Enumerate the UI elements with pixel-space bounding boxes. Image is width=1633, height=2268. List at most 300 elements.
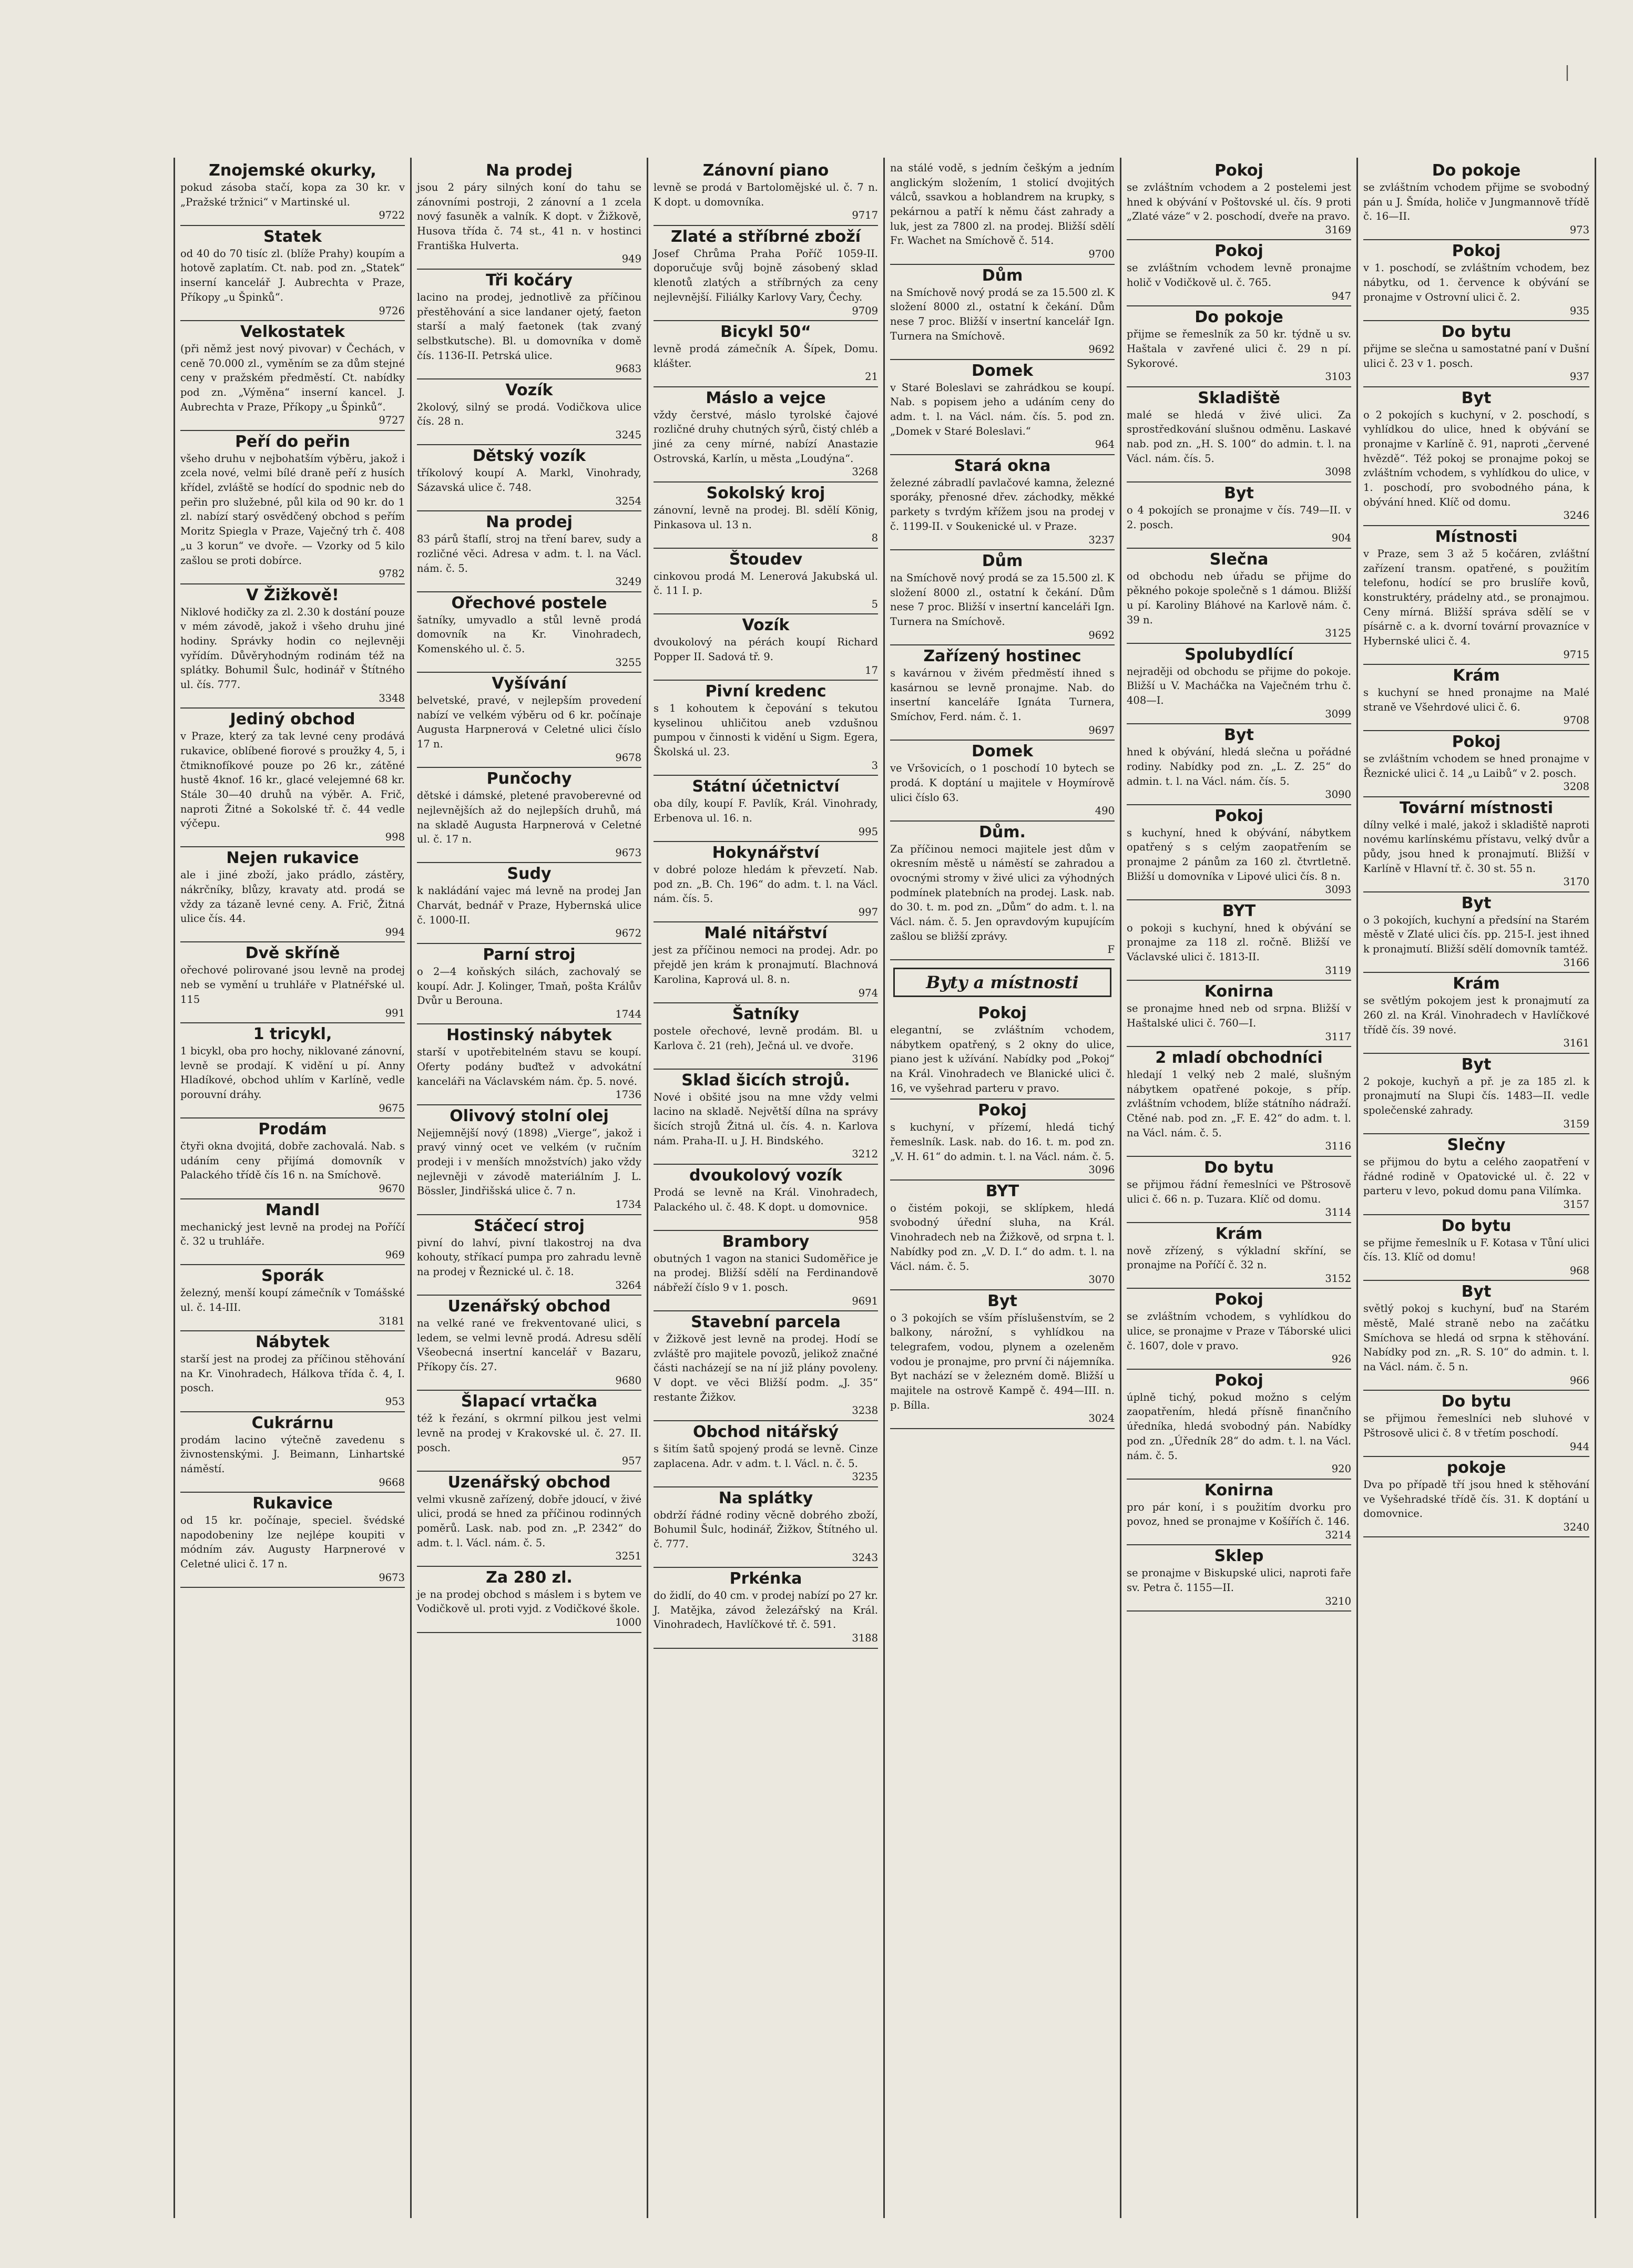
ad-body: hned k obývání, hledá slečna u pořádné rodiny. Nabídky pod zn. „L. Z. 25“ do admin. t. l. na Václ. nám. čís. 5. — [1127, 746, 1351, 787]
ad-body: se přijmou řádní řemeslníci ve Pštrosově ulici č. 66 n. p. Tuzara. Klíč od domu. — [1127, 1178, 1351, 1205]
ad-body: v Praze, sem 3 až 5 kočáren, zvláštní zařízení transm. opatřené, s použitím telefonu, hodící se pro bruslíře kovů, konstruktéry, prádelny atd., se pronajmou. Ceny mírná. Bližší správa sdělí se v písárně c. a k. dvorní tovární provazníce v Hybernské ulici č. 4. — [1363, 547, 1589, 647]
classified-ad — [890, 550, 1115, 645]
ad-body: dvoukolový na pérách koupí Richard Popper II. Sadová tř. 9. — [654, 636, 878, 663]
classified-ad — [654, 1487, 878, 1568]
ad-number: 937 — [1569, 371, 1589, 383]
classified-ad — [654, 1231, 878, 1311]
classified-ad — [1127, 549, 1351, 644]
ad-body: se přijmou do bytu a celého zaopatření v řádné rodině v Opatovické ul. č. 22 v parteru v levo, pokud domu pana Vilímka. — [1363, 1156, 1589, 1197]
ad-number: 3212 — [852, 1148, 878, 1161]
ad-title: Parní stroj — [483, 945, 576, 964]
ad-number: 3024 — [1088, 1412, 1115, 1425]
ad-title: Pokoj — [978, 1101, 1027, 1120]
classified-ad — [417, 160, 641, 270]
ad-title: Sklad šicích strojů. — [681, 1071, 850, 1090]
classified-ad — [417, 1472, 641, 1567]
ad-body: do židlí, do 40 cm. v prodej nabízí po 27 kr. J. Matějka, závod železářský na Král. Vinohradech, Havlíčkové tř. č. 591. — [654, 1589, 878, 1631]
classified-ad — [417, 944, 641, 1024]
ad-title: Vozík — [505, 381, 553, 399]
ad-title: Krám — [1453, 974, 1500, 993]
ad-body: 2kolový, silný se prodá. Vodičkova ulice čís. 28 n. — [417, 401, 641, 428]
ad-title: Statek — [263, 227, 322, 246]
ad-body: se zvláštním vchodem levně pronajme holič v Vodičkově ul. č. 765. — [1127, 262, 1351, 289]
ad-title: Stará okna — [954, 456, 1051, 475]
ad-title: Prkénka — [729, 1569, 802, 1588]
classified-ad — [890, 160, 1115, 265]
classified-ad — [1127, 1480, 1351, 1546]
ad-body: hledají 1 velký neb 2 malé, slušným nábytkem opatřené pokoje, s příp. zvláštním vchodem, blíže státního nádraží. Ctěné nab. pod zn. „F. E. 42“ do adm. t. l. na Václ. nám. č. 5. — [1127, 1068, 1351, 1139]
ad-number: 9668 — [379, 1476, 405, 1489]
ad-title: Hokynářství — [712, 844, 820, 863]
ad-body: světlý pokoj s kuchyní, buď na Starém městě, Malé straně nebo na začátku Smíchova se hledá od srpna k stěhování. Nabídky pod zn. „R. S. 10“ do admin. t. l. na Václ. nám. č. 5 n. — [1363, 1302, 1589, 1373]
ad-body: obutných 1 vagon na stanici Sudoměřice je na prodej. Bližší sdělí na Ferdinandově nábřeží číslo 9 v 1. posch. — [654, 1252, 878, 1294]
ad-body: se zvláštním vchodem a 2 postelemi jest hned k obývání v Poštovské ul. čís. 9 proti „Zlaté váze“ v 2. poschodí, dveře na pravo. — [1127, 181, 1351, 223]
ad-body: čtyři okna dvojitá, dobře zachovalá. Nab. s udáním ceny přijímá domovník v Palackého třídě čís 16 n. na Smíchově. — [180, 1140, 405, 1182]
ad-title: Krám — [1215, 1224, 1263, 1243]
ad-body: jsou 2 páry silných koní do tahu se zánovními postroji, 2 zánovní a 1 zcela nový fasuněk a valník. K dopt. v Žižkově, Husova třída č. 74 st., 41 n. v hostinci Františka Hulverta. — [417, 181, 641, 252]
ad-title: Znojemské okurky, — [209, 161, 376, 180]
classified-ad — [890, 455, 1115, 550]
ad-number: 3235 — [852, 1471, 878, 1483]
classified-ad — [1363, 797, 1589, 892]
classified-ad — [180, 226, 405, 321]
classified-ad — [1127, 483, 1351, 549]
ad-number: 3170 — [1563, 876, 1589, 888]
ad-title: Na prodej — [486, 161, 573, 180]
ad-body: Nové i obšité jsou na mne vždy velmi lacino na skladě. Největší dílna na správy šicích strojů Žitná ul. čís. 4. n. Karlova nám. Praha-II. u J. H. Bindského. — [654, 1091, 878, 1147]
ad-body: nejraději od obchodu se přijme do pokoje. Bližší u V. Macháčka na Vaječném trhu č. 408—I. — [1127, 665, 1351, 707]
ad-title: Pokoj — [1214, 1290, 1263, 1309]
ad-number: 9782 — [379, 568, 405, 580]
ad-number: 9675 — [379, 1102, 405, 1114]
ad-title: Spolubydlící — [1185, 645, 1293, 664]
ad-title: Do pokoje — [1432, 161, 1521, 180]
ad-number: 3166 — [1563, 956, 1589, 969]
ad-body: v 1. poschodí, se zvláštním vchodem, bez nábytku, od 1. července k obývání se pronajme v Ostrovní ulici č. 2. — [1363, 262, 1589, 303]
classified-ad — [1127, 240, 1351, 306]
ad-number: 3255 — [615, 656, 641, 669]
classified-ad — [890, 1290, 1115, 1429]
ad-body: v dobré poloze hledám k převzetí. Nab. pod zn. „B. Ch. 196“ do adm. t. l. na Václ. nám. čís. 5. — [654, 864, 878, 905]
classified-ad — [1127, 1157, 1351, 1223]
classified-ad — [1363, 1134, 1589, 1215]
ad-body: ořechové polirované jsou levně na prodej neb se vymění u truhláře v Platnéřské ul. 115 — [180, 964, 405, 1005]
classified-ad — [417, 673, 641, 768]
ad-title: Hostinský nábytek — [446, 1026, 612, 1045]
ad-body: se zvláštním vchodem přijme se svobodný pán u J. Šmída, holiče v Jungmannově třídě č. 16—II. — [1363, 181, 1589, 223]
ad-body: postele ořechové, levně prodám. Bl. u Karlova č. 21 (reh), Ječná ul. ve dvoře. — [654, 1024, 878, 1052]
ad-number: 3238 — [852, 1404, 878, 1417]
ad-title: Slečny — [1447, 1136, 1506, 1155]
classified-ad — [654, 1421, 878, 1487]
ad-number: 17 — [865, 664, 878, 676]
ad-number: 3196 — [852, 1053, 878, 1065]
ad-number: 9697 — [1088, 724, 1115, 736]
ad-title: pokoje — [1446, 1458, 1506, 1477]
ad-title: Brambory — [722, 1232, 810, 1251]
classified-ad — [180, 1493, 405, 1588]
classified-ad — [180, 1265, 405, 1331]
ad-body: levně se prodá v Bartolomějské ul. č. 7 n. K dopt. u domovníka. — [654, 181, 878, 208]
classified-ad — [1363, 665, 1589, 731]
ad-body: o 3 pokojích, kuchyní a předsíní na Starém městě v Zlaté ulici čís. pp. 215-I. jest ihned k pronajmutí. Bližší sdělí domovník tamtéž. — [1363, 914, 1589, 956]
classified-ad — [890, 741, 1115, 821]
ad-title: Sporák — [261, 1267, 324, 1286]
classified-ad — [1363, 731, 1589, 797]
ad-body: oba díly, koupí F. Pavlík, Král. Vinohrady, Erbenova ul. 16. n. — [654, 797, 878, 824]
classified-ad — [654, 922, 878, 1003]
ad-body: v Staré Boleslavi se zahrádkou se koupí. Nab. s popisem jeho a udáním ceny do adm. t. l. na Václ. nám. čís. 5. pod zn. „Domek v Staré Boleslavi.“ — [890, 381, 1115, 437]
ad-title: Sokolský kroj — [706, 484, 825, 502]
ad-title: Stáčecí stroj — [474, 1216, 585, 1235]
classified-ad — [180, 847, 405, 942]
ad-number: 9673 — [615, 846, 641, 859]
ad-body: od 40 do 70 tisíc zl. (blíže Prahy) koupím a hotově zaplatím. Ct. nab. pod zn. „Statek“ inserní kancelář J. Aubrechta v Praze, Příkopy „u Špinků“. — [180, 247, 405, 303]
classified-ad — [1363, 1215, 1589, 1281]
ad-title: Velkostatek — [240, 322, 345, 341]
classified-ad — [654, 549, 878, 615]
ad-number: 957 — [621, 1455, 641, 1467]
classified-ad — [1127, 724, 1351, 805]
ad-title: Tovární místnosti — [1400, 798, 1553, 817]
classified-ad — [417, 1296, 641, 1391]
ad-title: Do pokoje — [1195, 308, 1283, 327]
ad-body: cinkovou prodá M. Lenerová Jakubská ul. č. 11 I. p. — [654, 570, 878, 597]
ad-title: Krám — [1453, 666, 1500, 685]
ad-title: Rukavice — [252, 1494, 333, 1513]
classified-ad — [890, 1002, 1115, 1100]
classified-ad — [890, 360, 1115, 455]
ad-title: Šlapací vrtačka — [461, 1392, 598, 1411]
classified-ad — [890, 645, 1115, 741]
ad-body: Josef Chrůma Praha Poříč 1059-II. doporučuje svůj bojně zásobený sklad klenotů zlatých a stříbrných za ceny nejlevnější. Filiálky Karlovy Vary, Čechy. — [654, 247, 878, 303]
ad-title: Byt — [1224, 484, 1254, 502]
ad-body: o čistém pokoji, se sklípkem, hledá svobodný úřední sluha, na Král. Vinohradech neb na Žižkově, od srpna t. l. Nabídky pod zn. „V. D. I.“ do adm. t. l. na Václ. nám. č. 5. — [890, 1202, 1115, 1272]
ad-body: na stálé vodě, s jedním češkým a jedním anglickým složením, 1 stolicí dvojitých válců, ssavkou a hoblandrem na krupky, s pekárnou a patří k němu část zahrady a luk, jest za 7800 zl. na prodej. Bližší sdělí Fr. Wachet na Smíchově č. 514. — [890, 162, 1115, 247]
ad-number: 964 — [1095, 438, 1115, 451]
ad-number: 8 — [871, 532, 878, 545]
ad-title: Konirna — [1204, 982, 1274, 1001]
column-3 — [648, 158, 885, 2218]
ad-number: 3188 — [852, 1632, 878, 1645]
ad-number: 997 — [858, 906, 878, 919]
ad-title: Zařízený hostinec — [923, 647, 1081, 666]
ad-body: s šitím šatů spojený prodá se levně. Cinze zaplacena. Adr. v adm. t. l. Václ. n. č. 5. — [654, 1442, 878, 1470]
ad-title: BYT — [1222, 901, 1256, 920]
page-mark: | — [1564, 63, 1570, 81]
ad-title: Olivový stolní olej — [450, 1106, 609, 1125]
classified-ad — [180, 709, 405, 847]
ad-number: 3246 — [1563, 509, 1589, 522]
ad-number: 3264 — [615, 1279, 641, 1291]
classified-ad — [417, 1105, 641, 1215]
classified-ad — [417, 1024, 641, 1105]
ad-title: Dům — [982, 551, 1023, 570]
ad-body: o 2—4 koňských silách, zachovalý se koupí. Adr. J. Kolinger, Tmaň, pošta Králův Dvůr u Berouna. — [417, 965, 641, 1007]
ad-body: obdrží řádné rodiny věcně dobrého zboží, Bohumil Šulc, hodinář, Žižkov, Štítného ul. č. 777. — [654, 1508, 878, 1551]
ad-body: s kuchyní se hned pronajme na Malé straně ve Všehrdové ulici č. 6. — [1363, 686, 1589, 713]
ad-number: 3249 — [615, 576, 641, 588]
ad-title: Zánovní piano — [702, 161, 829, 180]
classified-ad — [417, 511, 641, 592]
classified-ad — [417, 1391, 641, 1471]
classified-ad — [1363, 1391, 1589, 1457]
ad-title: Vyšívání — [492, 674, 567, 693]
ad-number: 920 — [1331, 1463, 1351, 1475]
ad-number: 9683 — [615, 363, 641, 375]
ad-body: na Smíchově nový prodá se za 15.500 zl. K složení 8000 zl., ostatní k čekání. Dům nese 7 proc. Bližší v insertní kanceláři Ign. Turnera na Smíchově. — [890, 571, 1115, 628]
ad-title: Do bytu — [1441, 1392, 1512, 1411]
ad-body: prodám lacino výtečně zavedenu s živnostenskými. J. Beimann, Linhartské náměstí. — [180, 1433, 405, 1475]
ad-number: 3096 — [1088, 1164, 1115, 1176]
ad-title: Obchod nitářský — [692, 1422, 839, 1441]
classified-ad — [1363, 321, 1589, 387]
ad-title: Byt — [987, 1291, 1017, 1310]
ad-body: ale i jiné zboží, jako prádlo, zástěry, nákrčníky, blůzy, kravaty atd. prodá se vždy za tázaně levné ceny. A. Frič, Žitná ulice čís. 44. — [180, 869, 405, 925]
ad-title: Domek — [971, 742, 1034, 761]
classified-ad — [417, 592, 641, 673]
ad-body: je na prodej obchod s máslem i s bytem ve Vodičkově ul. proti vyjd. z Vodičkové škole. — [417, 1588, 641, 1615]
classified-ad — [890, 1100, 1115, 1180]
ad-number: 3268 — [852, 466, 878, 478]
ad-title: Bicykl 50“ — [720, 322, 811, 341]
ad-body: dílny velké i malé, jakož i skladiště naproti novému karlínskému přístavu, velký dvůr a půdy, jsou hned k pronajmutí. Bližší v Karlíně v Hlavní tř. č. 30 st. 55 n. — [1363, 818, 1589, 875]
ad-number: 3070 — [1088, 1274, 1115, 1286]
ad-number: 9673 — [379, 1571, 405, 1584]
ad-body: s 1 kohoutem k čepování s tekutou kyselinou uhličitou aneb vzdušnou pumpou v činnosti k vidění u Sigm. Egera, Školská ul. 23. — [654, 702, 878, 758]
classified-ad — [654, 1070, 878, 1165]
ad-number: 3208 — [1563, 781, 1589, 793]
classified-ad — [1127, 387, 1351, 483]
ad-title: Nábytek — [255, 1333, 330, 1352]
ad-body: nově zřízený, s výkladní skříní, se pronajme na Poříčí č. 32 n. — [1127, 1244, 1351, 1271]
classified-ad — [1363, 160, 1589, 240]
ad-number: 998 — [385, 830, 405, 843]
ad-number: 947 — [1331, 290, 1351, 302]
classified-ad — [1363, 1054, 1589, 1134]
ad-title: Dětský vozík — [472, 447, 586, 466]
section-banner: Byty a místnosti — [893, 968, 1111, 997]
ad-title: Byt — [1461, 1055, 1492, 1074]
ad-title: V Žižkově! — [246, 586, 339, 604]
ad-number: 3159 — [1563, 1117, 1589, 1130]
column-1 — [175, 158, 412, 2218]
classified-ad — [654, 776, 878, 842]
ad-title: Byt — [1461, 894, 1492, 912]
ad-number: 3243 — [852, 1551, 878, 1564]
ad-title: Za 280 zl. — [486, 1568, 573, 1587]
ad-title: Pokoj — [1214, 1371, 1263, 1390]
ad-title: Na splátky — [718, 1489, 813, 1507]
ad-number: 3090 — [1325, 788, 1351, 801]
classified-ad — [417, 863, 641, 943]
ad-number: 3125 — [1325, 627, 1351, 640]
ad-title: Sklep — [1214, 1547, 1264, 1566]
ad-body: 83 párů štaflí, stroj na tření barev, sudy a rozličné věci. Adresa v adm. t. l. na Václ. nám. č. 5. — [417, 533, 641, 574]
classified-ad — [180, 1199, 405, 1266]
ad-title: Domek — [971, 361, 1034, 380]
ad-number: 9717 — [852, 209, 878, 222]
ad-body: se přijmou řemeslníci neb sluhové v Pštrosově ulici č. 8 v třetím poschodí. — [1363, 1412, 1589, 1439]
ad-number: 9670 — [379, 1183, 405, 1195]
column-6 — [1358, 158, 1595, 2218]
column-2 — [412, 158, 648, 2218]
ad-number: 991 — [385, 1007, 405, 1019]
ad-title: Státní účetnictví — [692, 777, 840, 796]
ad-body: elegantní, se zvláštním vchodem, nábytkem opatřený, s 2 okny do ulice, piano jest k užívání. Nabídky pod „Pokoj“ na Král. Vinohradech ve Blanické ulici č. 16, ve vyšehrad parteru v pravo. — [890, 1023, 1115, 1094]
ad-number: 968 — [1569, 1264, 1589, 1277]
ad-number: 3098 — [1325, 466, 1351, 478]
ad-title: Zlaté a stříbrné zboží — [670, 227, 861, 246]
classified-ad — [417, 1215, 641, 1296]
ad-number: 3210 — [1325, 1595, 1351, 1607]
ad-body: přijme se řemeslník za 50 kr. týdně u sv. Haštala v zavřené ulici č. 29 n pí. Sykorové. — [1127, 328, 1351, 370]
ad-body: (při němž jest nový pivovar) v Čechách, v ceně 70.000 zl., vyměním se za dům stejné ceny v pražském předměstí. Ct. nabídky pod zn. „Výměna“ inserní kancel. J. Aubrechta v Praze, Příkopy „u Špinků“. — [180, 342, 405, 413]
ad-title: Na prodej — [486, 513, 573, 532]
ad-body: se pronajme v Biskupské ulici, naproti faře sv. Petra č. 1155—II. — [1127, 1567, 1351, 1594]
ad-number: 995 — [858, 825, 878, 838]
ad-number: 3348 — [379, 692, 405, 704]
classified-ad — [890, 1181, 1115, 1290]
ad-body: pivní do lahví, pivní tlakostroj na dva kohouty, stříkací pumpa pro zahradu levně na prodej v Řeznické ul. č. 18. — [417, 1236, 641, 1278]
classified-ad — [890, 265, 1115, 360]
classified-ad — [1127, 160, 1351, 240]
ad-number: 974 — [858, 987, 878, 999]
ad-body: 2 pokoje, kuchyň a př. je za 185 zl. k pronajmutí na Slupi čís. 1483—II. vedle společenské zahrady. — [1363, 1075, 1589, 1117]
classified-ad — [417, 768, 641, 863]
column-5 — [1121, 158, 1358, 2218]
ad-title: Dvě skříně — [245, 944, 340, 963]
ad-number: 1736 — [615, 1089, 641, 1101]
ad-number: 3 — [871, 759, 878, 772]
ad-number: 926 — [1331, 1353, 1351, 1366]
ad-body: Nejjemnější nový (1898) „Vierge“, jakož i pravý vinný ocet ve velkém (v ručním prodeji i v menších množstvích) jako vždy nejlevněji v závodě materiálním J. L. Bössler, Jindřišská ulice č. 7 n. — [417, 1126, 641, 1197]
ad-title: Pokoj — [1214, 242, 1263, 261]
ad-title: Slečna — [1209, 550, 1269, 569]
ad-number: 9692 — [1088, 629, 1115, 641]
ad-title: Jediný obchod — [230, 710, 355, 729]
ad-body: se pronajme hned neb od srpna. Bližší v Haštalské ulici č. 760—I. — [1127, 1002, 1351, 1029]
ad-title: Uzenářský obchod — [447, 1473, 611, 1492]
ad-number: 3093 — [1325, 884, 1351, 896]
ad-title: Do bytu — [1441, 1216, 1512, 1235]
classified-ad — [180, 1331, 405, 1412]
ad-body: železný, menší koupí zámečník v Tomášské ul. č. 14-III. — [180, 1287, 405, 1313]
classified-ad — [654, 842, 878, 922]
classified-ad — [1363, 973, 1589, 1053]
ad-number: 966 — [1569, 1374, 1589, 1387]
ad-number: 973 — [1569, 224, 1589, 237]
classified-ad — [180, 942, 405, 1023]
column-4 — [885, 158, 1121, 2218]
ad-number: 3119 — [1325, 964, 1351, 977]
classified-ad — [1127, 1545, 1351, 1612]
ad-number: 9708 — [1563, 714, 1589, 727]
ad-title: Pokoj — [1214, 806, 1263, 825]
ad-body: o 3 pokojích se vším příslušenstvím, se 2 balkony, nárožní, s vyhlídkou na telegrafem, vodou, plynem a ozeleněm vodou je pronajme, pro první či nájemníka. Byt nachází se v železném domě. Bližší u majitele na ostrově Kampě č. 494—III. n. p. Bílla. — [890, 1311, 1115, 1411]
ad-title: Punčochy — [486, 769, 572, 788]
classified-ad — [654, 1311, 878, 1421]
ad-body: mechanický jest levně na prodej na Poříčí č. 32 u truhláře. — [180, 1220, 405, 1248]
ad-number: 958 — [858, 1214, 878, 1227]
ad-body: šatníky, umyvadlo a stůl levně prodá domovník na Kr. Vinohradech, Komenského ul. č. 5. — [417, 613, 641, 655]
ad-body: Dva po případě tří jsou hned k stěhování ve Vyšehradské třídě čís. 31. K doptání u domovnice. — [1363, 1478, 1589, 1520]
classified-ad — [654, 681, 878, 776]
ad-title: Dům — [982, 266, 1023, 285]
ad-body: se přijme řemeslník u F. Kotasa v Tůní ulici čís. 13. Klíč od domu! — [1363, 1236, 1589, 1264]
ad-title: Peří do peřin — [235, 432, 350, 451]
ad-body: od obchodu neb úřadu se přijme do pěkného pokoje společně s 1 dámou. Bližší u pí. Karoliny Bláhové na Karlově nám. č. 39 n. — [1127, 570, 1351, 626]
classified-ad — [417, 445, 641, 511]
ad-title: Dům. — [979, 823, 1026, 841]
ad-title: Nejen rukavice — [226, 849, 359, 868]
classified-ad — [1363, 387, 1589, 526]
ad-title: Do bytu — [1204, 1158, 1274, 1177]
ad-number: 3117 — [1325, 1030, 1351, 1043]
classified-ad — [1363, 526, 1589, 665]
classified-ad — [654, 387, 878, 483]
ad-body: Za příčinou nemoci majitele jest dům v okresním městě u náměstí se zahradou a ovocnými stromy v živé ulici za výhodných podmínek platebních na prodej. Lask. nab. do 30. t. m. pod zn. „Dům“ do adm. t. l. na Václ. nám. č. 5. Jen opravdovým kupujícím zašlou se bližší zprávy. — [890, 843, 1115, 942]
ad-number: 9678 — [615, 751, 641, 764]
classified-ad — [1127, 981, 1351, 1047]
ad-number: 9672 — [615, 927, 641, 940]
ad-number: 1734 — [615, 1198, 641, 1211]
ad-title: Tři kočáry — [486, 271, 573, 290]
ad-number: 3251 — [615, 1550, 641, 1563]
ad-title: Do bytu — [1441, 322, 1512, 341]
ad-number: 3161 — [1563, 1037, 1589, 1050]
ad-number: 904 — [1331, 532, 1351, 545]
ad-number: 9726 — [379, 304, 405, 317]
classified-ad — [654, 321, 878, 387]
ad-number: 9715 — [1563, 648, 1589, 661]
ad-body: starší jest na prodej za příčinou stěhování na Kr. Vinohradech, Hálkova třída č. 4, I. posch. — [180, 1353, 405, 1394]
classified-ad — [180, 1118, 405, 1199]
ad-title: Konirna — [1204, 1481, 1274, 1500]
ad-number: 21 — [865, 371, 878, 383]
classified-ad — [890, 822, 1115, 960]
ad-body: Niklové hodičky za zl. 2.30 k dostání pouze v mém závodě, jakož i všeho druhu jiné hodiny. Správky hodin co nejlevněji vyřídím. Důvěryhodným rodinám též na splátky. Bohumil Šulc, hodinář v Štítného ul. čís. 777. — [180, 606, 405, 691]
ad-number: 9722 — [379, 209, 405, 222]
ad-body: s kuchyní, hned k obývání, nábytkem opatřený s s celým zaopatřením se pronajme 2 pánům za 160 zl. čtvrtletně. Bližší u domovníka v Lipové ulici čís. 8 n. — [1127, 826, 1351, 882]
ad-body: o pokoji s kuchyní, hned k obývání se pronajme za 118 zl. ročně. Bližší ve Václavské ulici č. 1813-II. — [1127, 921, 1351, 963]
ad-number: 3116 — [1325, 1140, 1351, 1153]
classified-ad — [180, 321, 405, 431]
ad-body: se zvláštním vchodem se hned pronajme v Řeznické ulici č. 14 „u Laibů“ v 2. posch. — [1363, 752, 1589, 779]
ad-number: 935 — [1569, 304, 1589, 317]
ad-body: přijme se slečna u samostatné paní v Dušní ulici č. 23 v 1. posch. — [1363, 342, 1589, 370]
ad-title: Pokoj — [1452, 242, 1501, 261]
ad-number: 1744 — [615, 1008, 641, 1020]
ad-body: malé se hledá v živé ulici. Za sprostředkování slušnou odměnu. Laskavé nab. pod zn. „H. S. 100“ do admin. t. l. na Václ. nám. čís. 5. — [1127, 408, 1351, 465]
ad-number: 3237 — [1088, 533, 1115, 546]
ad-number: 3245 — [615, 429, 641, 442]
classified-ad — [654, 1568, 878, 1648]
ad-title: Prodám — [258, 1120, 327, 1139]
classified-ad — [1363, 892, 1589, 973]
classified-ad — [180, 160, 405, 226]
ad-body: o 4 pokojích se pronajme v čís. 749—II. v 2. posch. — [1127, 504, 1351, 531]
ad-number: 3181 — [379, 1315, 405, 1327]
ad-body: s kuchyní, v přízemí, hledá tichý řemeslník. Lask. nab. do 16. t. m. pod zn. „V. H. 61“ do admin. t. l. na Václ. nám. č. 5. — [890, 1121, 1115, 1163]
classified-ad — [1127, 1223, 1351, 1289]
classified-ad — [1127, 900, 1351, 981]
ad-number: 3099 — [1325, 707, 1351, 720]
ad-title: Máslo a vejce — [706, 388, 826, 407]
ad-body: pro pár koní, i s použitím dvorku pro povoz, hned se pronajme v Košířích č. 146. — [1127, 1501, 1351, 1528]
ad-title: Malé nitářství — [704, 924, 828, 943]
classified-ad — [417, 1567, 641, 1633]
